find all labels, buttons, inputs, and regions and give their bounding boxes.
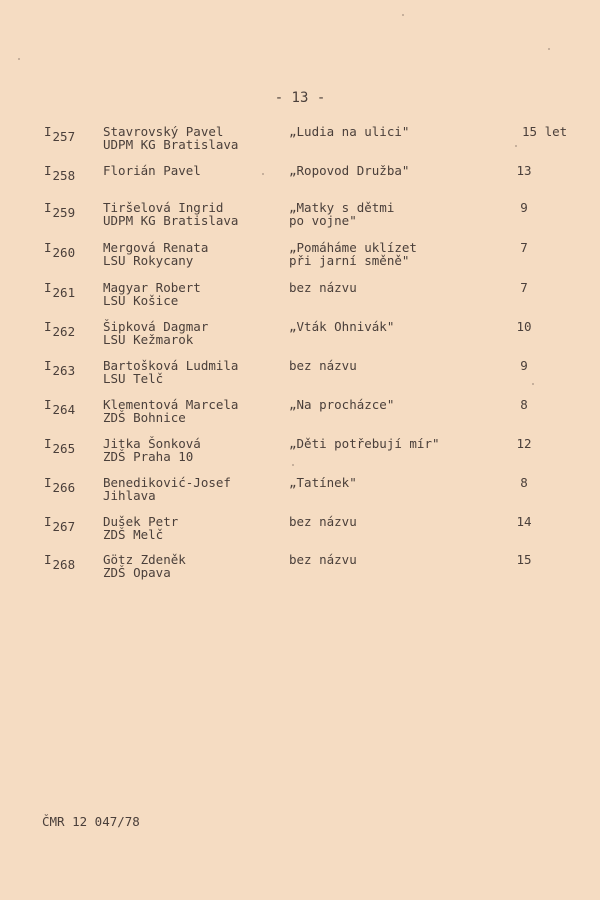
entry-id — [44, 124, 76, 144]
entry-author — [103, 320, 208, 346]
entry-id-number: 263 — [52, 363, 76, 378]
entry-author — [103, 281, 201, 307]
entry-author-name: Benediković-Josef — [103, 475, 231, 490]
entry-row — [0, 164, 600, 200]
entry-title — [289, 359, 357, 372]
paper-speck — [548, 48, 550, 50]
entry-id-letter: I — [44, 280, 52, 295]
entry-age: 12 — [516, 436, 532, 451]
entry-row — [0, 241, 600, 277]
entry-id-number: 268 — [52, 557, 76, 572]
page-number: - 13 - — [274, 90, 326, 106]
entry-title — [289, 553, 357, 566]
entry-id-number: 260 — [52, 245, 76, 260]
entry-id-letter: I — [44, 200, 52, 215]
entry-author-name: Šipková Dagmar — [103, 319, 209, 334]
entry-author-name: Götz Zdeněk — [103, 552, 186, 567]
entry-id — [44, 358, 76, 378]
entry-age: 7 — [520, 280, 528, 295]
entry-title-line-1: „Pomáháme uklízet — [289, 240, 417, 255]
entry-id — [44, 436, 76, 456]
entry-author — [103, 201, 238, 227]
entry-id-number: 262 — [52, 324, 76, 339]
entry-title — [289, 437, 440, 450]
entry-title-line-1: bez názvu — [289, 514, 357, 529]
entry-title-line-2: po vojne" — [289, 213, 357, 228]
entry-age: 10 — [516, 319, 532, 334]
entry-id-letter: I — [44, 552, 52, 567]
entry-author-name: Dušek Petr — [103, 514, 179, 529]
entry-row — [0, 437, 600, 473]
paper-speck — [532, 383, 534, 385]
entry-row — [0, 515, 600, 551]
entry-title-line-1: „Ludia na ulici" — [289, 124, 410, 139]
entry-title-line-2: při jarní směně" — [289, 253, 410, 268]
entry-row — [0, 281, 600, 317]
entry-age: 13 — [516, 163, 532, 178]
entry-title-line-1: „Matky s dětmi — [289, 200, 395, 215]
entry-author — [103, 241, 208, 267]
entry-author — [103, 398, 238, 424]
entry-title — [289, 398, 394, 411]
entry-author-name: Florián Pavel — [103, 163, 201, 178]
entry-title — [289, 320, 394, 333]
entry-age: 9 — [520, 358, 528, 373]
entry-row — [0, 201, 600, 237]
entry-id-letter: I — [44, 240, 52, 255]
entry-author-school: UDPM KG Bratislava — [103, 137, 239, 152]
entry-title-line-1: „Na procházce" — [289, 397, 395, 412]
entry-author — [103, 359, 238, 385]
entry-author-school: LSU Košice — [103, 293, 179, 308]
paper-speck — [292, 464, 294, 466]
entry-id — [44, 163, 76, 183]
entry-title — [289, 515, 357, 528]
entry-author-name: Bartošková Ludmila — [103, 358, 239, 373]
entry-author-school: Jihlava — [103, 488, 156, 503]
entry-author-school: ZDŠ Opava — [103, 565, 171, 580]
entry-author-name: Mergová Renata — [103, 240, 209, 255]
entry-age: 15 — [516, 552, 532, 567]
entry-title — [289, 125, 409, 138]
entry-author-school: UDPM KG Bratislava — [103, 213, 239, 228]
entry-age: 15 let — [522, 124, 568, 139]
entry-id — [44, 552, 76, 572]
entry-row — [0, 476, 600, 512]
entry-author — [103, 437, 201, 463]
paper-speck — [402, 14, 404, 16]
entry-title-line-1: „Děti potřebují mír" — [289, 436, 440, 451]
entry-id-letter: I — [44, 124, 52, 139]
entry-id-letter: I — [44, 319, 52, 334]
entry-title-line-1: bez názvu — [289, 358, 357, 373]
entry-title — [289, 281, 357, 294]
entry-row — [0, 359, 600, 395]
entry-age: 7 — [520, 240, 528, 255]
footer-reference: ČMR 12 047/78 — [42, 814, 140, 829]
paper-speck — [18, 58, 20, 60]
entry-id — [44, 200, 76, 220]
entry-author — [103, 553, 186, 579]
entry-author — [103, 515, 178, 541]
entry-id-letter: I — [44, 514, 52, 529]
entry-id-number: 257 — [52, 129, 76, 144]
entry-id-number: 266 — [52, 480, 76, 495]
entry-title — [289, 164, 409, 177]
entry-id-letter: I — [44, 163, 52, 178]
entry-id-number: 261 — [52, 285, 76, 300]
entry-title-line-1: bez názvu — [289, 552, 357, 567]
entry-author — [103, 164, 201, 177]
entry-title-line-1: „Ropovod Družba" — [289, 163, 410, 178]
entry-id-letter: I — [44, 436, 52, 451]
entry-title-line-1: „Vták Ohnivák" — [289, 319, 395, 334]
entry-id — [44, 514, 76, 534]
entry-title-line-1: „Tatínek" — [289, 475, 357, 490]
entry-author-school: ZDŠ Melč — [103, 527, 164, 542]
entry-row — [0, 125, 600, 161]
entry-author-name: Stavrovský Pavel — [103, 124, 224, 139]
entry-author — [103, 125, 238, 151]
entry-author-school: LSU Kežmarok — [103, 332, 194, 347]
entry-author-school: ZDŠ Praha 10 — [103, 449, 194, 464]
entry-id-number: 259 — [52, 205, 76, 220]
entry-id-number: 264 — [52, 402, 76, 417]
entry-id-letter: I — [44, 397, 52, 412]
entry-id — [44, 397, 76, 417]
entry-title — [289, 241, 417, 267]
entry-age: 8 — [520, 475, 528, 490]
entry-author-name: Magyar Robert — [103, 280, 201, 295]
entry-id-letter: I — [44, 475, 52, 490]
entry-row — [0, 398, 600, 434]
entry-author-school: LSU Telč — [103, 371, 164, 386]
entry-author-school: LSU Rokycany — [103, 253, 194, 268]
entry-age: 9 — [520, 200, 528, 215]
entry-id-number: 267 — [52, 519, 76, 534]
entry-author-name: Jitka Šonková — [103, 436, 201, 451]
entry-row — [0, 320, 600, 356]
entry-id — [44, 319, 76, 339]
entry-title — [289, 476, 357, 489]
entry-title-line-1: bez názvu — [289, 280, 357, 295]
entry-age: 14 — [516, 514, 532, 529]
entry-author — [103, 476, 231, 502]
paper-speck — [515, 145, 517, 147]
entry-id-number: 265 — [52, 441, 76, 456]
entry-author-name: Klementová Marcela — [103, 397, 239, 412]
entry-author-school: ZDŠ Bohnice — [103, 410, 186, 425]
paper-speck — [262, 173, 264, 175]
entry-title — [289, 201, 394, 227]
entry-id-number: 258 — [52, 168, 76, 183]
entry-age: 8 — [520, 397, 528, 412]
entry-author-name: Tiršelová Ingrid — [103, 200, 224, 215]
entry-id — [44, 280, 76, 300]
entry-id — [44, 475, 76, 495]
entry-id — [44, 240, 76, 260]
entry-row — [0, 553, 600, 589]
entry-id-letter: I — [44, 358, 52, 373]
